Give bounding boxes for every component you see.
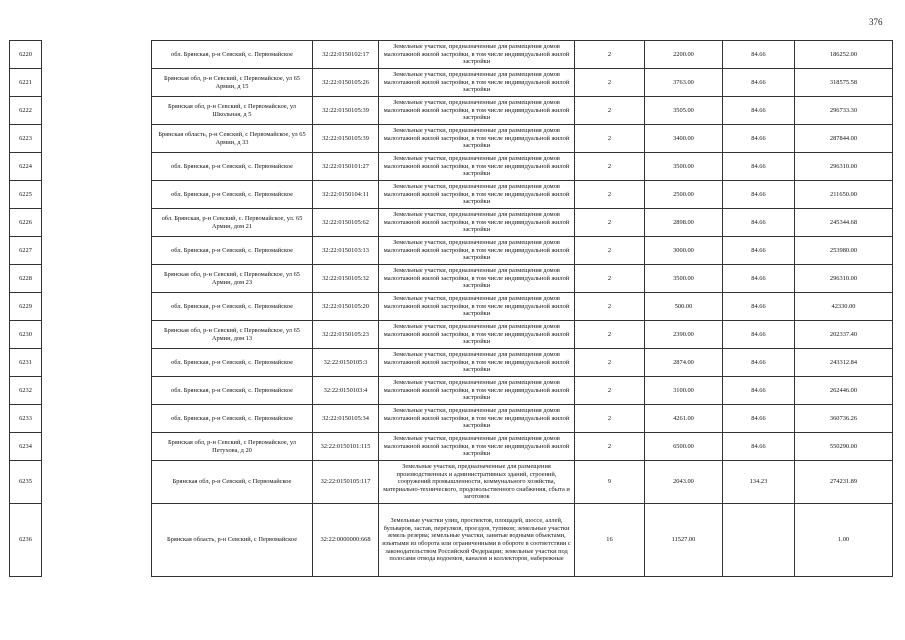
area-cell: 2874.00 — [645, 349, 723, 377]
cadastral-value-cell: 42330.00 — [795, 293, 893, 321]
row-number-cell: 6226 — [10, 209, 42, 237]
area-cell: 3000.00 — [645, 237, 723, 265]
table-row — [10, 293, 893, 321]
land-use-cell: Земельные участки, предназначенные для размещения домов малоэтажной жилой застройки, в том числе индивидуальной жилой застройки — [379, 405, 575, 433]
cadastral-number-cell: 32:22:0150105:20 — [313, 293, 379, 321]
table-row — [10, 349, 893, 377]
cadastral-value-cell: 245344.68 — [795, 209, 893, 237]
row-number-cell: 6236 — [10, 504, 42, 577]
row-number-cell: 6235 — [10, 461, 42, 504]
address-cell: обл. Брянская, р-н Севский, с. Первомайское — [152, 293, 313, 321]
land-use-cell: Земельные участки, предназначенные для размещения домов малоэтажной жилой застройки, в том числе индивидуальной жилой застройки — [379, 41, 575, 69]
table-row — [10, 181, 893, 209]
land-use-cell: Земельные участки, предназначенные для размещения домов малоэтажной жилой застройки, в том числе индивидуальной жилой застройки — [379, 237, 575, 265]
group-code-cell: 2 — [575, 377, 645, 405]
land-use-cell: Земельные участки, предназначенные для размещения домов малоэтажной жилой застройки, в том числе индивидуальной жилой застройки — [379, 97, 575, 125]
group-code-cell: 2 — [575, 321, 645, 349]
cadastral-value-cell: 296310.00 — [795, 265, 893, 293]
spacer-cell — [42, 321, 152, 349]
group-code-cell: 16 — [575, 504, 645, 577]
cadastral-number-cell: 32:22:0150105:34 — [313, 405, 379, 433]
spacer-cell — [42, 69, 152, 97]
rate-cell: 84.66 — [723, 69, 795, 97]
cadastral-number-cell: 32:22:0150103:4 — [313, 377, 379, 405]
spacer-cell — [42, 504, 152, 577]
spacer-cell — [42, 97, 152, 125]
land-use-cell: Земельные участки, предназначенные для размещения домов малоэтажной жилой застройки, в том числе индивидуальной жилой застройки — [379, 433, 575, 461]
address-cell: обл. Брянская, р-н Севский, с. Первомайское — [152, 349, 313, 377]
cadastral-value-cell: 318575.58 — [795, 69, 893, 97]
cadastral-value-cell: 296733.30 — [795, 97, 893, 125]
cadastral-number-cell: 32:22:0150105:117 — [313, 461, 379, 504]
land-use-cell: Земельные участки, предназначенные для размещения домов малоэтажной жилой застройки, в том числе индивидуальной жилой застройки — [379, 293, 575, 321]
row-number-cell: 6230 — [10, 321, 42, 349]
area-cell: 2200.00 — [645, 41, 723, 69]
area-cell: 500.00 — [645, 293, 723, 321]
row-number-cell: 6228 — [10, 265, 42, 293]
group-code-cell: 2 — [575, 41, 645, 69]
spacer-cell — [42, 41, 152, 69]
spacer-cell — [42, 349, 152, 377]
spacer-cell — [42, 293, 152, 321]
land-use-cell: Земельные участки, предназначенные для размещения домов малоэтажной жилой застройки, в том числе индивидуальной жилой застройки — [379, 349, 575, 377]
spacer-cell — [42, 377, 152, 405]
group-code-cell: 2 — [575, 349, 645, 377]
rate-cell: 84.66 — [723, 125, 795, 153]
group-code-cell: 2 — [575, 69, 645, 97]
table-row — [10, 405, 893, 433]
cadastral-value-cell: 274231.89 — [795, 461, 893, 504]
cadastral-number-cell: 32:22:0150105:39 — [313, 125, 379, 153]
rate-cell: 84.66 — [723, 405, 795, 433]
table-row — [10, 461, 893, 504]
row-number-cell: 6221 — [10, 69, 42, 97]
spacer-cell — [42, 265, 152, 293]
address-cell: Брянская обл, р-н Севский, с Первомайское, ул 65 Армии, дом 13 — [152, 321, 313, 349]
table-row — [10, 125, 893, 153]
area-cell: 3400.00 — [645, 125, 723, 153]
group-code-cell: 2 — [575, 209, 645, 237]
cadastral-number-cell: 32:22:0150103:13 — [313, 237, 379, 265]
cadastral-value-cell: 202337.40 — [795, 321, 893, 349]
land-use-cell: Земельные участки, предназначенные для размещения домов малоэтажной жилой застройки, в том числе индивидуальной жилой застройки — [379, 181, 575, 209]
cadastral-value-cell: 296310.00 — [795, 153, 893, 181]
address-cell: обл. Брянская, р-н Севский, с. Первомайское — [152, 377, 313, 405]
cadastral-number-cell: 32:22:0150105:39 — [313, 97, 379, 125]
address-cell: обл. Брянская, р-н Севский, с. Первомайское — [152, 41, 313, 69]
cadastral-number-cell: 32:22:0150104:11 — [313, 181, 379, 209]
rate-cell: 84.66 — [723, 237, 795, 265]
land-use-cell: Земельные участки, предназначенные для размещения домов малоэтажной жилой застройки, в том числе индивидуальной жилой застройки — [379, 153, 575, 181]
rate-cell: 84.66 — [723, 97, 795, 125]
area-cell: 11527.00 — [645, 504, 723, 577]
cadastral-value-cell: 1.00 — [795, 504, 893, 577]
group-code-cell: 2 — [575, 405, 645, 433]
area-cell: 2898.00 — [645, 209, 723, 237]
address-cell: Брянская обл, р-н Севский, с Первомайское, ул 65 Армии, дом 23 — [152, 265, 313, 293]
area-cell: 3763.00 — [645, 69, 723, 97]
cadastral-number-cell: 32:22:0150105:26 — [313, 69, 379, 97]
spacer-cell — [42, 237, 152, 265]
area-cell: 2043.00 — [645, 461, 723, 504]
table-row — [10, 265, 893, 293]
area-cell: 3505.00 — [645, 97, 723, 125]
row-number-cell: 6231 — [10, 349, 42, 377]
spacer-cell — [42, 153, 152, 181]
row-number-cell: 6227 — [10, 237, 42, 265]
land-use-cell: Земельные участки, предназначенные для размещения домов малоэтажной жилой застройки, в том числе индивидуальной жилой застройки — [379, 321, 575, 349]
cadastral-value-cell: 186252.00 — [795, 41, 893, 69]
rate-cell: 134.23 — [723, 461, 795, 504]
area-cell: 6500.00 — [645, 433, 723, 461]
cadastral-value-cell: 262446.00 — [795, 377, 893, 405]
cadastral-number-cell: 32:22:0150102:17 — [313, 41, 379, 69]
spacer-cell — [42, 125, 152, 153]
rate-cell: 84.66 — [723, 433, 795, 461]
row-number-cell: 6229 — [10, 293, 42, 321]
row-number-cell: 6224 — [10, 153, 42, 181]
rate-cell: 84.66 — [723, 349, 795, 377]
spacer-cell — [42, 433, 152, 461]
spacer-cell — [42, 405, 152, 433]
group-code-cell: 2 — [575, 97, 645, 125]
area-cell: 2390.00 — [645, 321, 723, 349]
area-cell: 2500.00 — [645, 181, 723, 209]
land-use-cell: Земельные участки улиц, проспектов, площадей, шоссе, аллей, бульваров, застав, переулков, проездов, тупиков; земельные участки земель резерва; земельные участки, занятые водными объектами, изъятыми из оборота или ограниченными в обороте в соответствии с законодательством Российской Федерации; земельные участки под полосами отвода водоемов, каналов и коллекторов, набережные — [379, 504, 575, 577]
rate-cell: 84.66 — [723, 209, 795, 237]
group-code-cell: 9 — [575, 461, 645, 504]
rate-cell — [723, 504, 795, 577]
group-code-cell: 2 — [575, 181, 645, 209]
row-number-cell: 6225 — [10, 181, 42, 209]
address-cell: Брянская обл, р-н Севский, с Первомайское, ул 65 Армии, д 15 — [152, 69, 313, 97]
cadastral-number-cell: 32:22:0150101:115 — [313, 433, 379, 461]
row-number-cell: 6234 — [10, 433, 42, 461]
address-cell: обл. Брянская, р-н Севский, с. Первомайское — [152, 181, 313, 209]
spacer-cell — [42, 461, 152, 504]
table-row — [10, 153, 893, 181]
row-number-cell: 6233 — [10, 405, 42, 433]
row-number-cell: 6222 — [10, 97, 42, 125]
address-cell: Брянская обл, р-н Севский, с Первомайское, ул Школьная, д 5 — [152, 97, 313, 125]
spacer-cell — [42, 209, 152, 237]
rate-cell: 84.66 — [723, 41, 795, 69]
spacer-cell — [42, 181, 152, 209]
area-cell: 3500.00 — [645, 153, 723, 181]
row-number-cell: 6232 — [10, 377, 42, 405]
cadastral-value-cell: 287844.00 — [795, 125, 893, 153]
address-cell: обл. Брянская, р-н Севский, с. Первомайское — [152, 237, 313, 265]
group-code-cell: 2 — [575, 125, 645, 153]
group-code-cell: 2 — [575, 237, 645, 265]
area-cell: 4261.00 — [645, 405, 723, 433]
address-cell: Брянская область, р-н Севский, с Первомайское — [152, 504, 313, 577]
land-use-cell: Земельные участки, предназначенные для размещения домов малоэтажной жилой застройки, в том числе индивидуальной жилой застройки — [379, 125, 575, 153]
table-row — [10, 504, 893, 577]
rate-cell: 84.66 — [723, 321, 795, 349]
group-code-cell: 2 — [575, 293, 645, 321]
area-cell: 3500.00 — [645, 265, 723, 293]
page-number: 376 — [869, 17, 883, 27]
cadastral-number-cell: 32:22:0150105:62 — [313, 209, 379, 237]
address-cell: обл. Брянская, р-н Севский, с. Первомайское — [152, 153, 313, 181]
group-code-cell: 2 — [575, 153, 645, 181]
rate-cell: 84.66 — [723, 377, 795, 405]
table-row — [10, 377, 893, 405]
table-row — [10, 69, 893, 97]
rate-cell: 84.66 — [723, 265, 795, 293]
table-row — [10, 321, 893, 349]
address-cell: обл. Брянская, р-н Севский, с. Первомайское — [152, 405, 313, 433]
address-cell: Брянская область, р-н Севский, с Первомайское, ул 65 Армии, д 33 — [152, 125, 313, 153]
table-row — [10, 433, 893, 461]
table-row — [10, 237, 893, 265]
cadastral-value-cell: 360736.26 — [795, 405, 893, 433]
cadastral-value-cell: 550290.00 — [795, 433, 893, 461]
cadastral-number-cell: 32:22:0000000:668 — [313, 504, 379, 577]
address-cell: обл. Брянская, р-н Севский, с. Первомайское, ул. 65 Армии, дом 21 — [152, 209, 313, 237]
table-body — [10, 41, 893, 577]
cadastral-number-cell: 32:22:0150101:27 — [313, 153, 379, 181]
cadastral-value-cell: 211650.00 — [795, 181, 893, 209]
land-registry-table — [9, 40, 893, 577]
cadastral-value-cell: 253980.00 — [795, 237, 893, 265]
rate-cell: 84.66 — [723, 293, 795, 321]
land-use-cell: Земельные участки, предназначенные для размещения домов малоэтажной жилой застройки, в том числе индивидуальной жилой застройки — [379, 209, 575, 237]
cadastral-number-cell: 32:22:0150105:3 — [313, 349, 379, 377]
address-cell: Брянская обл, р-н Севский, с Первомайское, ул Петухова, д 20 — [152, 433, 313, 461]
group-code-cell: 2 — [575, 433, 645, 461]
table-row — [10, 97, 893, 125]
cadastral-number-cell: 32:22:0150105:23 — [313, 321, 379, 349]
land-use-cell: Земельные участки, предназначенные для размещения домов малоэтажной жилой застройки, в том числе индивидуальной жилой застройки — [379, 69, 575, 97]
group-code-cell: 2 — [575, 265, 645, 293]
table-row — [10, 41, 893, 69]
cadastral-number-cell: 32:22:0150105:32 — [313, 265, 379, 293]
row-number-cell: 6223 — [10, 125, 42, 153]
area-cell: 3100.00 — [645, 377, 723, 405]
land-use-cell: Земельные участки, предназначенные для размещения домов малоэтажной жилой застройки, в том числе индивидуальной жилой застройки — [379, 265, 575, 293]
row-number-cell: 6220 — [10, 41, 42, 69]
land-use-cell: Земельные участки, предназначенные для размещения производственных и административных зданий, строений, сооружений промышленности, коммунального хозяйства, материально-технического, продовольственного снабжения, сбыта и заготовок — [379, 461, 575, 504]
table-row — [10, 209, 893, 237]
cadastral-value-cell: 243312.84 — [795, 349, 893, 377]
rate-cell: 84.66 — [723, 153, 795, 181]
land-use-cell: Земельные участки, предназначенные для размещения домов малоэтажной жилой застройки, в том числе индивидуальной жилой застройки — [379, 377, 575, 405]
rate-cell: 84.66 — [723, 181, 795, 209]
address-cell: Брянская обл, р-н Севский, с Первомайское — [152, 461, 313, 504]
